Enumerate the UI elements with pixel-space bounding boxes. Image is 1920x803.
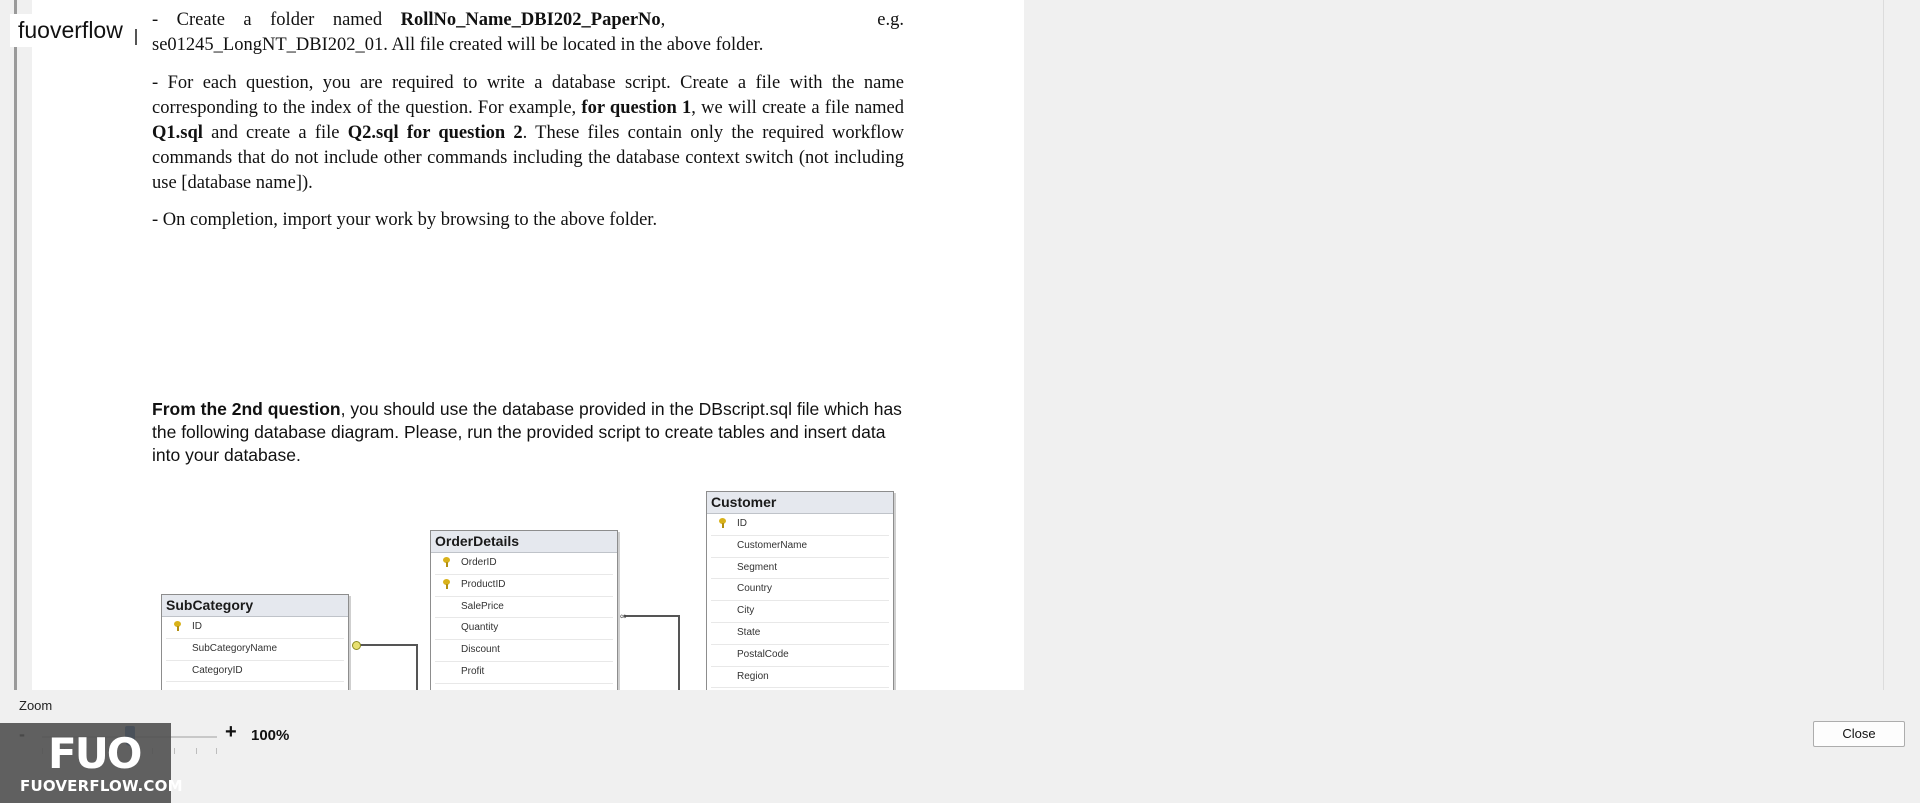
column-name: Country [737, 583, 773, 595]
table-empty-row [166, 682, 344, 690]
left-border [14, 0, 17, 690]
primary-key-icon [719, 518, 727, 528]
zoom-label: Zoom [19, 698, 53, 713]
instruction-completion: - On completion, import your work by browsing to the above folder. [152, 210, 658, 230]
column-name: CategoryID [192, 664, 243, 676]
column-name: Quantity [461, 622, 499, 634]
logo-text: FUOVERFLOW.COM [20, 777, 183, 795]
column-name: Segment [737, 561, 778, 573]
relationship-line [356, 644, 418, 646]
column-name: City [737, 605, 755, 617]
instruction-folder: - Create a folder named RollNo_Name_DBI202_PaperNo, e.g. [152, 10, 904, 30]
zoom-in-button[interactable]: + [225, 721, 237, 743]
close-button[interactable]: Close [1813, 721, 1905, 747]
primary-key-icon [443, 579, 451, 589]
zoom-value: 100% [251, 727, 290, 744]
table-column [711, 645, 889, 667]
column-name: OrderID [461, 557, 497, 568]
instruction-database: From the 2nd question, you should use the database provided in the DBscript.sql file which has the following database diagram. Please, run the provided script to create tables and insert data into your database. [152, 399, 902, 465]
table-column [435, 575, 613, 597]
table-column [711, 514, 889, 536]
table-column [435, 662, 613, 684]
relationship-line [678, 615, 680, 690]
column-name: State [737, 626, 761, 638]
table-column [711, 601, 889, 623]
relationship-key-marker [352, 641, 361, 650]
watermark-label: fuoverflow [10, 14, 131, 47]
column-name: ID [737, 518, 747, 529]
table-column [435, 597, 613, 619]
table-column [435, 553, 613, 575]
relationship-line [416, 644, 418, 690]
primary-key-icon [443, 557, 451, 567]
table-column [435, 618, 613, 640]
table-column [435, 640, 613, 662]
column-name: CustomerName [737, 539, 808, 551]
site-logo [0, 723, 183, 803]
instruction-folder-line2: se01245_LongNT_DBI202_01. All file created will be located in the above folder. [152, 35, 764, 55]
table-column [711, 667, 889, 689]
column-name: PostalCode [737, 648, 789, 660]
column-name: Discount [461, 644, 500, 656]
table-customer [706, 491, 894, 690]
table-column [166, 617, 344, 639]
column-name: Profit [461, 665, 485, 677]
column-name: SalePrice [461, 600, 504, 612]
table-column [711, 579, 889, 601]
document-page [32, 0, 1024, 690]
table-title: Customer [707, 492, 893, 514]
column-name: Region [737, 670, 769, 682]
table-title: OrderDetails [431, 531, 617, 553]
table-orderdetails [430, 530, 618, 690]
table-column [711, 558, 889, 580]
table-empty-row [711, 688, 889, 690]
table-column [711, 536, 889, 558]
primary-key-icon [174, 621, 182, 631]
relationship-line [624, 615, 680, 617]
column-name: SubCategoryName [192, 642, 278, 654]
table-empty-row [435, 684, 613, 690]
column-name: ID [192, 621, 202, 632]
instruction-script-files: - For each question, you are required to write a database script. Create a file with the name corresponding to the index of the question. For example, for question 1, we will create a file named Q1.sql and create a file Q2.sql for question 2. These files contain only the required workflow commands that do not include other commands including the database context switch (not including use [database name]). [152, 73, 905, 193]
table-title: SubCategory [162, 595, 348, 617]
table-subcategory [161, 594, 349, 690]
vertical-scrollbar[interactable] [1883, 0, 1920, 690]
table-column [711, 623, 889, 645]
table-column [166, 639, 344, 661]
column-name: ProductID [461, 578, 506, 590]
logo-mark: FUO [48, 729, 141, 778]
relationship-many-marker: ∞ [620, 611, 627, 621]
table-column [166, 661, 344, 683]
